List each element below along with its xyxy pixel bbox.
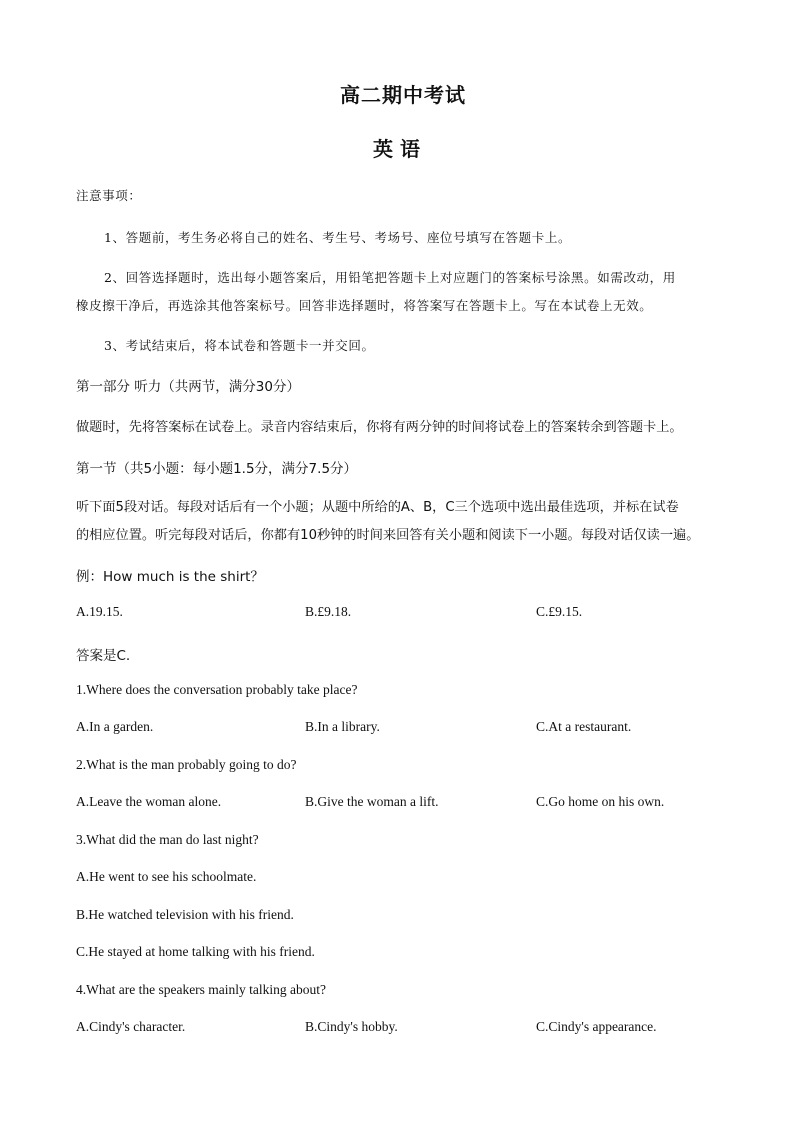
section1-heading: 第一节（共5小题：每小题1.5分，满分7.5分） xyxy=(76,461,358,477)
question-1: 1.Where does the conversation probably take place? xyxy=(76,682,358,697)
subject-title: 英 语 xyxy=(373,139,421,161)
exam-title: 高二期中考试 xyxy=(340,85,466,107)
question-3: 3.What did the man do last night? xyxy=(76,832,259,847)
example-question: 例：How much is the shirt？ xyxy=(76,569,264,585)
question-1-option-b: B.In a library. xyxy=(305,719,380,734)
example-option-b: B.£9.18. xyxy=(305,604,352,619)
question-2: 2.What is the man probably going to do? xyxy=(76,757,297,772)
question-2-option-a: A.Leave the woman alone. xyxy=(76,794,222,809)
notice-item-2-line-2: 橡皮擦干净后，再选涂其他答案标号。回答非选择题时，将答案写在答题卡上。写在本试卷上无效。 xyxy=(76,298,653,313)
question-2-option-c: C.Go home on his own. xyxy=(536,794,665,809)
section1-instruction-line-1: 听下面5段对话。每段对话后有一个小题；从题中所给的A、B，C三个选项中选出最佳选项，并标在试卷 xyxy=(76,500,679,515)
question-4-option-a: A.Cindy's character. xyxy=(76,1019,186,1034)
question-3-option-c: C.He stayed at home talking with his friend. xyxy=(76,944,315,959)
question-1-option-c: C.At a restaurant. xyxy=(536,719,632,734)
question-2-option-b: B.Give the woman a lift. xyxy=(305,794,439,809)
notice-heading: 注意事项： xyxy=(76,188,142,203)
question-4-option-c: C.Cindy's appearance. xyxy=(536,1019,657,1034)
part1-instruction: 做题时，先将答案标在试卷上。录音内容结束后，你将有两分钟的时间将试卷上的答案转余到答题卡上。 xyxy=(76,420,683,435)
question-4-option-b: B.Cindy's hobby. xyxy=(305,1019,398,1034)
notice-item-2-line-1: 2、回答选择题时，选出每小题答案后，用铅笔把答题卡上对应题门的答案标号涂黑。如需改动，用 xyxy=(104,270,676,285)
example-option-c: C.£9.15. xyxy=(536,604,583,619)
section1-instruction-line-2: 的相应位置。听完每段对话后，你都有10秒钟的时间来回答有关小题和阅读下一小题。每段对话仅读一遍。 xyxy=(76,528,700,543)
question-3-option-b: B.He watched television with his friend. xyxy=(76,907,294,922)
example-answer: 答案是C. xyxy=(76,648,131,664)
question-4: 4.What are the speakers mainly talking about? xyxy=(76,982,327,997)
question-3-option-a: A.He went to see his schoolmate. xyxy=(76,869,257,884)
notice-item-1: 1、答题前，考生务必将自己的姓名、考生号、考场号、座位号填写在答题卡上。 xyxy=(104,230,572,245)
part1-heading: 第一部分 听力（共两节，满分30分） xyxy=(76,379,300,395)
example-option-a: A.19.15. xyxy=(76,604,123,619)
question-1-option-a: A.In a garden. xyxy=(76,719,154,734)
notice-item-3: 3、考试结束后，将本试卷和答题卡一并交回。 xyxy=(104,338,375,353)
